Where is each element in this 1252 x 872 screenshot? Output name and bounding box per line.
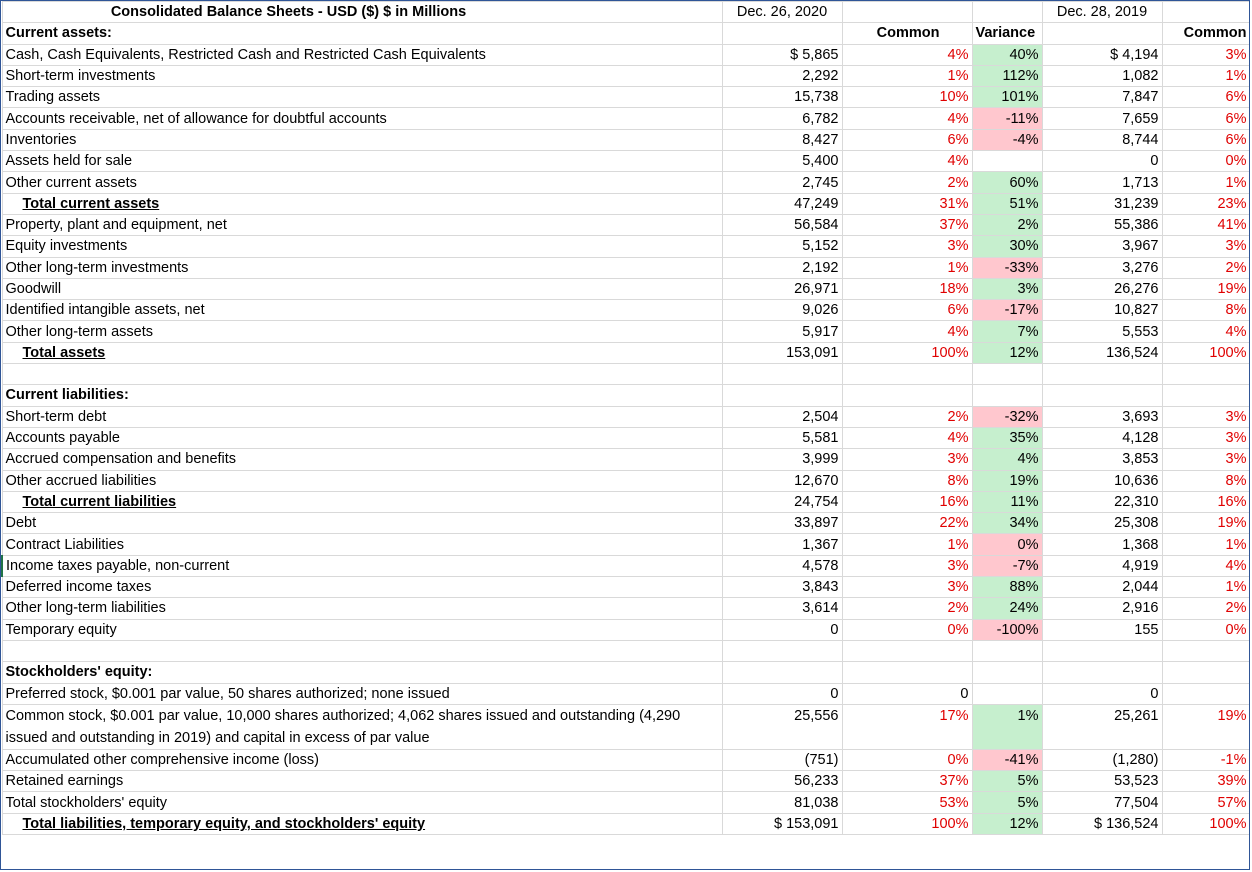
common-2019[interactable]: 0% [1162, 151, 1250, 172]
table-row [2, 577, 1250, 598]
variance[interactable] [972, 151, 1042, 172]
common-2019[interactable]: 2% [1162, 257, 1250, 278]
empty-cell[interactable] [1042, 385, 1162, 406]
value-2020[interactable]: 5,152 [722, 236, 842, 257]
value-2019[interactable]: 5,553 [1042, 321, 1162, 342]
header-row-2 [2, 23, 1250, 44]
value-2019[interactable]: 0 [1042, 683, 1162, 704]
table-row [2, 470, 1250, 491]
variance[interactable]: 12% [972, 342, 1042, 363]
common-2020[interactable]: 6% [842, 129, 972, 150]
empty-cell[interactable] [1162, 2, 1250, 23]
empty-cell[interactable] [1162, 662, 1250, 683]
common-2020[interactable]: 17% [842, 704, 972, 749]
common-2019[interactable]: 57% [1162, 792, 1250, 813]
row-label[interactable]: Property, plant and equipment, net [2, 214, 722, 235]
variance[interactable]: -32% [972, 406, 1042, 427]
date-2019-header[interactable]: Dec. 28, 2019 [1042, 2, 1162, 23]
value-2019[interactable]: 3,967 [1042, 236, 1162, 257]
row-label[interactable]: Accounts payable [2, 427, 722, 448]
section-label[interactable]: Stockholders' equity: [2, 662, 722, 683]
variance[interactable]: 40% [972, 44, 1042, 65]
value-2019[interactable]: 55,386 [1042, 214, 1162, 235]
common-2019[interactable] [1162, 683, 1250, 704]
blank-row [2, 640, 1250, 661]
common-2019[interactable]: 6% [1162, 108, 1250, 129]
common-2020[interactable]: 2% [842, 406, 972, 427]
value-2020[interactable]: 153,091 [722, 342, 842, 363]
common-2020[interactable]: 2% [842, 598, 972, 619]
empty-cell[interactable] [1162, 385, 1250, 406]
common-2019[interactable]: -1% [1162, 749, 1250, 770]
row-label[interactable]: Preferred stock, $0.001 par value, 50 shares authorized; none issued [2, 683, 722, 704]
common-2020[interactable]: 0% [842, 749, 972, 770]
variance[interactable]: 12% [972, 813, 1042, 834]
value-2019[interactable]: 7,659 [1042, 108, 1162, 129]
variance[interactable]: 34% [972, 513, 1042, 534]
table-row [2, 44, 1250, 65]
common-2019[interactable]: 6% [1162, 87, 1250, 108]
value-2020[interactable]: $ 5,865 [722, 44, 842, 65]
value-2020[interactable]: 56,584 [722, 214, 842, 235]
value-2019[interactable]: $ 4,194 [1042, 44, 1162, 65]
common-2019[interactable]: 41% [1162, 214, 1250, 235]
common-2020[interactable]: 3% [842, 236, 972, 257]
variance[interactable]: 5% [972, 792, 1042, 813]
common-2020[interactable]: 100% [842, 813, 972, 834]
value-2020[interactable]: 15,738 [722, 87, 842, 108]
common-2019[interactable]: 1% [1162, 172, 1250, 193]
row-label[interactable]: Income taxes payable, non-current [2, 555, 722, 576]
common-2020[interactable]: 16% [842, 491, 972, 512]
empty-cell[interactable] [722, 385, 842, 406]
common-2019[interactable]: 19% [1162, 513, 1250, 534]
value-2020[interactable]: $ 153,091 [722, 813, 842, 834]
common-2019[interactable]: 23% [1162, 193, 1250, 214]
common-2020[interactable]: 10% [842, 87, 972, 108]
value-2020[interactable]: 1,367 [722, 534, 842, 555]
common-2019[interactable]: 6% [1162, 129, 1250, 150]
row-label[interactable]: Cash, Cash Equivalents, Restricted Cash and Restricted Cash Equivalents [2, 44, 722, 65]
value-2020[interactable]: 4,578 [722, 555, 842, 576]
value-2020[interactable]: 56,233 [722, 771, 842, 792]
variance[interactable]: 19% [972, 470, 1042, 491]
common-2019[interactable]: 3% [1162, 236, 1250, 257]
empty-cell[interactable] [722, 640, 842, 661]
table-row [2, 214, 1250, 235]
total-row [2, 342, 1250, 363]
value-2019[interactable]: $ 136,524 [1042, 813, 1162, 834]
table-row [2, 683, 1250, 704]
common-2019[interactable]: 3% [1162, 427, 1250, 448]
common-2020[interactable]: 0% [842, 619, 972, 640]
empty-cell[interactable] [1042, 662, 1162, 683]
common-2020[interactable]: 4% [842, 151, 972, 172]
common-2020[interactable]: 0 [842, 683, 972, 704]
row-label[interactable]: Accounts receivable, net of allowance for doubtful accounts [2, 108, 722, 129]
variance[interactable]: -100% [972, 619, 1042, 640]
value-2020[interactable]: 2,192 [722, 257, 842, 278]
empty-cell[interactable] [842, 385, 972, 406]
common-2019[interactable]: 8% [1162, 470, 1250, 491]
value-2020[interactable]: 2,504 [722, 406, 842, 427]
row-label[interactable]: Deferred income taxes [2, 577, 722, 598]
value-2019[interactable]: 136,524 [1042, 342, 1162, 363]
value-2019[interactable]: 4,919 [1042, 555, 1162, 576]
value-2019[interactable]: 1,713 [1042, 172, 1162, 193]
variance[interactable]: 60% [972, 172, 1042, 193]
common-2019[interactable]: 3% [1162, 449, 1250, 470]
variance[interactable]: 11% [972, 491, 1042, 512]
common-2020[interactable]: 3% [842, 577, 972, 598]
row-label[interactable]: Accumulated other comprehensive income (loss) [2, 749, 722, 770]
value-2019[interactable]: 53,523 [1042, 771, 1162, 792]
variance[interactable]: 5% [972, 771, 1042, 792]
section-label[interactable]: Current liabilities: [2, 385, 722, 406]
value-2020[interactable]: 5,400 [722, 151, 842, 172]
row-label[interactable]: Debt [2, 513, 722, 534]
empty-cell[interactable] [842, 640, 972, 661]
common-2019[interactable]: 1% [1162, 65, 1250, 86]
empty-cell[interactable] [972, 2, 1042, 23]
common-2020-header[interactable]: Common [842, 23, 972, 44]
value-2019[interactable]: 26,276 [1042, 278, 1162, 299]
value-2020[interactable]: 8,427 [722, 129, 842, 150]
row-label[interactable]: Inventories [2, 129, 722, 150]
value-2019[interactable]: 3,693 [1042, 406, 1162, 427]
date-2020-header[interactable]: Dec. 26, 2020 [722, 2, 842, 23]
table-row [2, 704, 1250, 749]
value-2020[interactable]: 12,670 [722, 470, 842, 491]
variance[interactable]: -41% [972, 749, 1042, 770]
value-2019[interactable]: 25,261 [1042, 704, 1162, 749]
empty-cell[interactable] [1162, 640, 1250, 661]
common-2020[interactable]: 1% [842, 534, 972, 555]
common-2019[interactable]: 4% [1162, 321, 1250, 342]
common-2020[interactable]: 31% [842, 193, 972, 214]
table-row [2, 172, 1250, 193]
common-2020[interactable]: 8% [842, 470, 972, 491]
table-row [2, 151, 1250, 172]
table-row [2, 129, 1250, 150]
empty-cell[interactable] [842, 2, 972, 23]
common-2019[interactable]: 1% [1162, 577, 1250, 598]
common-2019[interactable]: 39% [1162, 771, 1250, 792]
table-row [2, 236, 1250, 257]
row-label[interactable]: Identified intangible assets, net [2, 300, 722, 321]
common-2019[interactable]: 19% [1162, 704, 1250, 749]
row-label[interactable]: Other long-term assets [2, 321, 722, 342]
row-label[interactable]: Trading assets [2, 87, 722, 108]
row-label[interactable]: Common stock, $0.001 par value, 10,000 shares authorized; 4,062 shares issued and outstanding (4,290 issued and outstanding in 2019) and capital in excess of par value [2, 704, 722, 749]
empty-cell[interactable] [972, 364, 1042, 385]
empty-cell[interactable] [1042, 23, 1162, 44]
empty-cell[interactable] [2, 640, 722, 661]
value-2019[interactable]: 31,239 [1042, 193, 1162, 214]
common-2020[interactable]: 4% [842, 108, 972, 129]
value-2019[interactable]: 2,916 [1042, 598, 1162, 619]
common-2019[interactable]: 3% [1162, 406, 1250, 427]
variance[interactable]: 35% [972, 427, 1042, 448]
value-2020[interactable]: 81,038 [722, 792, 842, 813]
value-2019[interactable]: 25,308 [1042, 513, 1162, 534]
value-2019[interactable]: 0 [1042, 151, 1162, 172]
variance[interactable]: 30% [972, 236, 1042, 257]
common-2019[interactable]: 2% [1162, 598, 1250, 619]
value-2019[interactable]: 22,310 [1042, 491, 1162, 512]
table-row [2, 534, 1250, 555]
empty-cell[interactable] [842, 662, 972, 683]
row-label[interactable]: Retained earnings [2, 771, 722, 792]
value-2020[interactable]: 47,249 [722, 193, 842, 214]
common-2019[interactable]: 1% [1162, 534, 1250, 555]
total-row [2, 813, 1250, 834]
table-row [2, 555, 1250, 576]
row-label[interactable]: Assets held for sale [2, 151, 722, 172]
variance[interactable]: 4% [972, 449, 1042, 470]
common-2020[interactable]: 1% [842, 257, 972, 278]
common-2020[interactable]: 3% [842, 449, 972, 470]
variance[interactable]: 7% [972, 321, 1042, 342]
value-2019[interactable]: 4,128 [1042, 427, 1162, 448]
variance[interactable]: 0% [972, 534, 1042, 555]
variance-header[interactable]: Variance [972, 23, 1042, 44]
variance[interactable]: 3% [972, 278, 1042, 299]
blank-row [2, 364, 1250, 385]
value-2019[interactable]: 10,636 [1042, 470, 1162, 491]
value-2020[interactable]: 24,754 [722, 491, 842, 512]
row-label[interactable]: Contract Liabilities [2, 534, 722, 555]
variance[interactable]: -33% [972, 257, 1042, 278]
sheet-title[interactable]: Consolidated Balance Sheets - USD ($) $ in Millions [2, 2, 722, 23]
common-2019[interactable]: 4% [1162, 555, 1250, 576]
common-2020[interactable]: 4% [842, 44, 972, 65]
common-2019[interactable]: 8% [1162, 300, 1250, 321]
value-2020[interactable]: 5,581 [722, 427, 842, 448]
row-label[interactable]: Equity investments [2, 236, 722, 257]
variance[interactable]: -7% [972, 555, 1042, 576]
table-row [2, 427, 1250, 448]
value-2020[interactable]: 2,292 [722, 65, 842, 86]
variance[interactable]: 101% [972, 87, 1042, 108]
table-row [2, 321, 1250, 342]
row-label[interactable]: Other long-term investments [2, 257, 722, 278]
empty-cell[interactable] [722, 662, 842, 683]
common-2020[interactable]: 37% [842, 214, 972, 235]
row-label[interactable]: Total current assets [2, 193, 722, 214]
row-label[interactable]: Other accrued liabilities [2, 470, 722, 491]
table-row [2, 278, 1250, 299]
table-row [2, 257, 1250, 278]
value-2020[interactable]: 0 [722, 683, 842, 704]
empty-cell[interactable] [1042, 640, 1162, 661]
value-2020[interactable]: 25,556 [722, 704, 842, 749]
value-2019[interactable]: 1,368 [1042, 534, 1162, 555]
value-2020[interactable]: 5,917 [722, 321, 842, 342]
value-2019[interactable]: 1,082 [1042, 65, 1162, 86]
row-label[interactable]: Other current assets [2, 172, 722, 193]
empty-cell[interactable] [972, 640, 1042, 661]
empty-cell[interactable] [1042, 364, 1162, 385]
section-row [2, 662, 1250, 683]
section-label[interactable]: Current assets: [2, 23, 722, 44]
row-label[interactable]: Accrued compensation and benefits [2, 449, 722, 470]
total-row [2, 491, 1250, 512]
balance-sheet-table [1, 1, 1250, 835]
table-row [2, 792, 1250, 813]
table-row [2, 108, 1250, 129]
table-row [2, 749, 1250, 770]
section-row [2, 385, 1250, 406]
variance[interactable]: -4% [972, 129, 1042, 150]
variance[interactable]: 88% [972, 577, 1042, 598]
value-2019[interactable]: 2,044 [1042, 577, 1162, 598]
common-2020[interactable]: 100% [842, 342, 972, 363]
table-row [2, 87, 1250, 108]
common-2019-header[interactable]: Common [1162, 23, 1250, 44]
value-2019[interactable]: 77,504 [1042, 792, 1162, 813]
row-label[interactable]: Short-term investments [2, 65, 722, 86]
empty-cell[interactable] [722, 364, 842, 385]
variance[interactable]: -17% [972, 300, 1042, 321]
value-2020[interactable]: 2,745 [722, 172, 842, 193]
common-2019[interactable]: 19% [1162, 278, 1250, 299]
table-row [2, 449, 1250, 470]
value-2019[interactable]: 8,744 [1042, 129, 1162, 150]
empty-cell[interactable] [972, 662, 1042, 683]
common-2019[interactable]: 0% [1162, 619, 1250, 640]
variance[interactable]: 1% [972, 704, 1042, 749]
empty-cell[interactable] [722, 23, 842, 44]
table-row [2, 771, 1250, 792]
common-2019[interactable]: 100% [1162, 813, 1250, 834]
row-label[interactable]: Total assets [2, 342, 722, 363]
row-label[interactable]: Total liabilities, temporary equity, and stockholders' equity [2, 813, 722, 834]
header-row-1 [2, 2, 1250, 23]
common-2020[interactable]: 3% [842, 555, 972, 576]
table-row [2, 65, 1250, 86]
value-2020[interactable]: 33,897 [722, 513, 842, 534]
common-2020[interactable]: 4% [842, 321, 972, 342]
value-2020[interactable]: (751) [722, 749, 842, 770]
value-2020[interactable]: 9,026 [722, 300, 842, 321]
table-row [2, 406, 1250, 427]
variance[interactable]: 2% [972, 214, 1042, 235]
value-2019[interactable]: (1,280) [1042, 749, 1162, 770]
common-2020[interactable]: 2% [842, 172, 972, 193]
empty-cell[interactable] [1162, 364, 1250, 385]
row-label[interactable]: Goodwill [2, 278, 722, 299]
value-2020[interactable]: 3,999 [722, 449, 842, 470]
table-row [2, 619, 1250, 640]
value-2019[interactable]: 3,276 [1042, 257, 1162, 278]
common-2020[interactable]: 53% [842, 792, 972, 813]
value-2020[interactable]: 0 [722, 619, 842, 640]
row-label[interactable]: Temporary equity [2, 619, 722, 640]
variance[interactable] [972, 683, 1042, 704]
variance[interactable]: 24% [972, 598, 1042, 619]
common-2020[interactable]: 18% [842, 278, 972, 299]
common-2019[interactable]: 100% [1162, 342, 1250, 363]
table-row [2, 513, 1250, 534]
total-row [2, 193, 1250, 214]
table-row [2, 300, 1250, 321]
row-label[interactable]: Total stockholders' equity [2, 792, 722, 813]
value-2020[interactable]: 26,971 [722, 278, 842, 299]
common-2019[interactable]: 16% [1162, 491, 1250, 512]
row-label[interactable]: Total current liabilities [2, 491, 722, 512]
value-2020[interactable]: 6,782 [722, 108, 842, 129]
common-2020[interactable]: 6% [842, 300, 972, 321]
common-2020[interactable]: 37% [842, 771, 972, 792]
variance[interactable]: -11% [972, 108, 1042, 129]
variance[interactable]: 112% [972, 65, 1042, 86]
value-2019[interactable]: 3,853 [1042, 449, 1162, 470]
empty-cell[interactable] [842, 364, 972, 385]
row-label[interactable]: Other long-term liabilities [2, 598, 722, 619]
common-2020[interactable]: 4% [842, 427, 972, 448]
common-2020[interactable]: 22% [842, 513, 972, 534]
empty-cell[interactable] [972, 385, 1042, 406]
variance[interactable]: 51% [972, 193, 1042, 214]
value-2019[interactable]: 7,847 [1042, 87, 1162, 108]
empty-cell[interactable] [2, 364, 722, 385]
value-2020[interactable]: 3,843 [722, 577, 842, 598]
value-2019[interactable]: 155 [1042, 619, 1162, 640]
value-2019[interactable]: 10,827 [1042, 300, 1162, 321]
common-2019[interactable]: 3% [1162, 44, 1250, 65]
row-label[interactable]: Short-term debt [2, 406, 722, 427]
value-2020[interactable]: 3,614 [722, 598, 842, 619]
common-2020[interactable]: 1% [842, 65, 972, 86]
table-row [2, 598, 1250, 619]
